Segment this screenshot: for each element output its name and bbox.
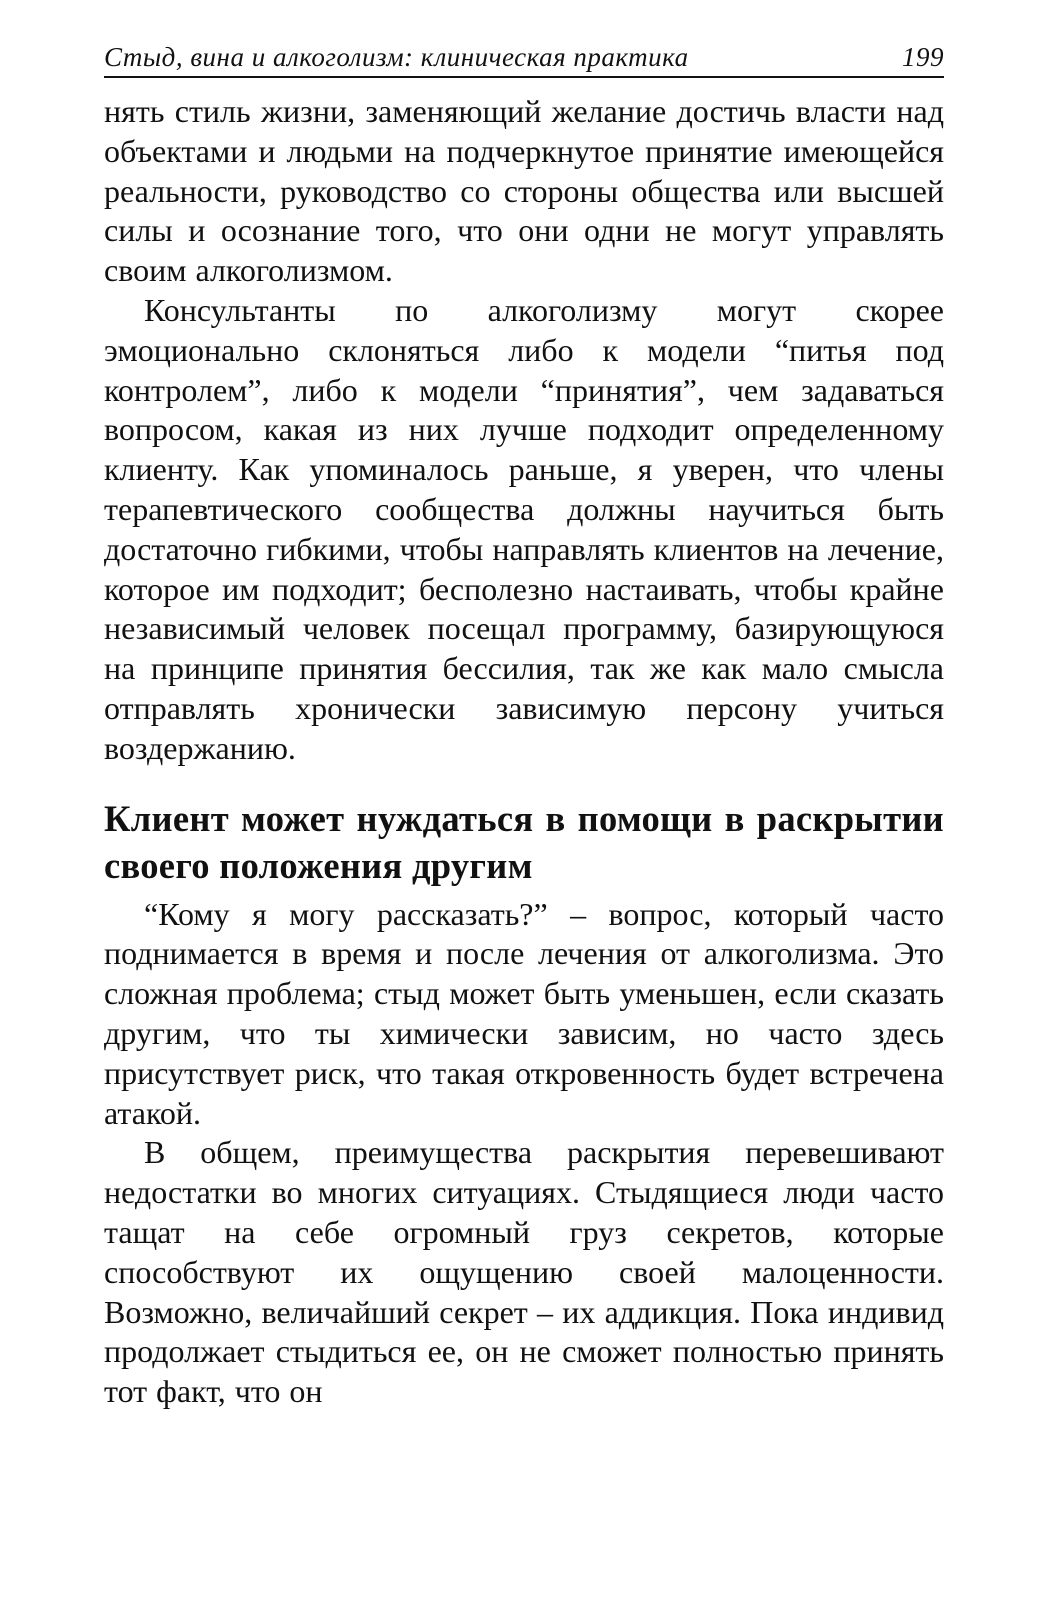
- paragraph: В общем, преимущества раскрытия перевешивают недостатки во многих ситуациях. Стыдящиеся люди часто тащат на себе огромный груз секретов, которые способствуют их ощущению своей малоценности. Возможно, величайший секрет – их аддикция. Пока индивид продолжает стыдиться ее, он не сможет полностью принять тот факт, что он: [104, 1134, 944, 1410]
- running-header-title: Стыд, вина и алкоголизм: клиническая практика: [104, 42, 689, 72]
- paragraph: “Кому я могу рассказать?” – вопрос, который часто поднимается в время и после лечения от алкоголизма. Это сложная проблема; стыд может быть уменьшен, если сказать другим, что ты химически зависим, но часто здесь присутствует риск, что такая откровенность будет встречена атакой.: [104, 895, 944, 1131]
- running-header: [104, 40, 944, 78]
- section-heading: Клиент может нуждаться в помощи в раскрытии своего положения другим: [104, 797, 944, 886]
- paragraph-continued: нять стиль жизни, заменяющий желание достичь власти над объектами и людьми на подчеркнутое принятие имеющейся реальности, руководство со стороны общества или высшей силы и осознание того, что они одни не могут управлять своим алкоголизмом.: [104, 93, 944, 289]
- page-number: 199: [902, 42, 944, 72]
- paragraph: Консультанты по алкоголизму могут скорее эмоционально склоняться либо к модели “питья под контролем”, либо к модели “принятия”, чем задаваться вопросом, какая из них лучше подходит определенному клиенту. Как упоминалось раньше, я уверен, что члены терапевтического сообщества должны научиться быть достаточно гибкими, чтобы направлять клиентов на лечение, которое им подходит; бесполезно настаивать, чтобы крайне независимый человек посещал программу, базирующуюся на принципе принятия бессилия, так же как мало смысла отправлять хронически зависимую персону учиться воздержанию.: [104, 291, 944, 766]
- body-text: [104, 92, 944, 1412]
- book-page: [104, 40, 944, 1412]
